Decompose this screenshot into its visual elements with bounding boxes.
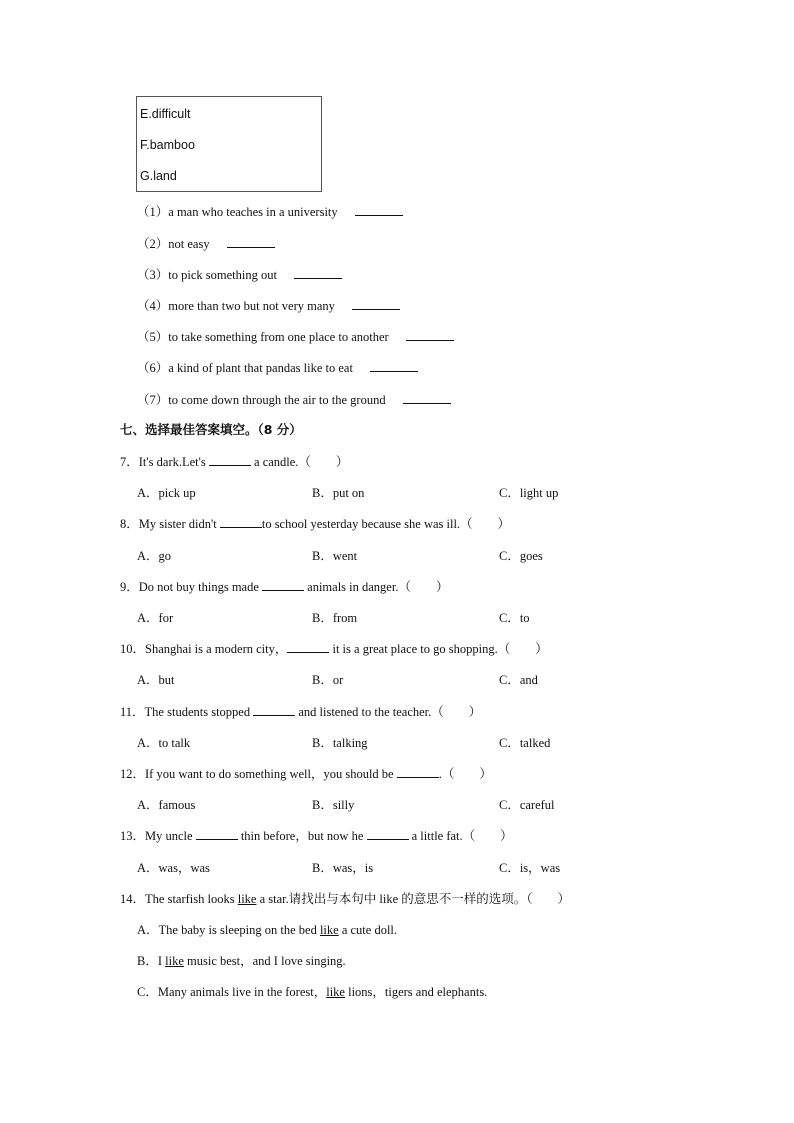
option-c[interactable]: C．is，was xyxy=(499,861,561,875)
option-b[interactable]: B．talking xyxy=(312,736,368,750)
option-c[interactable]: C．talked xyxy=(499,736,551,750)
definition-item: （3）to pick something out xyxy=(137,265,342,283)
option-a[interactable]: A．to talk xyxy=(137,736,191,750)
option-b[interactable]: B．was，is xyxy=(312,861,374,875)
keyword-like: like xyxy=(326,985,345,999)
word-option-e: E.difficult xyxy=(140,107,191,121)
definition-item: （5）to take something from one place to another xyxy=(137,327,454,345)
option-b[interactable]: B．went xyxy=(312,549,358,563)
definition-item: （6）a kind of plant that pandas like to eat xyxy=(137,358,418,376)
answer-blank[interactable] xyxy=(367,829,409,840)
question-13: 13．My uncle thin before，but now he a little fat.（ ） xyxy=(120,829,513,843)
section-heading: 七、选择最佳答案填空。（8 分） xyxy=(120,422,302,437)
answer-blank[interactable] xyxy=(220,517,262,528)
keyword-like: like xyxy=(165,954,184,968)
question-8: 8．My sister didn't to school yesterday because she was ill.（ ） xyxy=(120,517,511,531)
definition-item: （1）a man who teaches in a university xyxy=(137,202,403,220)
option-b[interactable]: B．from xyxy=(312,611,358,625)
question-11: 11．The students stopped and listened to the teacher.（ ） xyxy=(120,705,482,719)
option-b[interactable]: B．or xyxy=(312,673,344,687)
keyword-like: like xyxy=(319,923,339,937)
answer-blank[interactable] xyxy=(209,455,251,466)
option-a[interactable]: A．but xyxy=(137,673,175,687)
answer-blank[interactable] xyxy=(355,205,403,216)
answer-blank[interactable] xyxy=(227,237,275,248)
question-7: 7．It's dark.Let's a candle.（ ） xyxy=(120,455,349,469)
word-option-f: F.bamboo xyxy=(140,138,195,152)
definition-item: （4）more than two but not very many xyxy=(137,296,400,314)
answer-blank[interactable] xyxy=(397,767,439,778)
answer-blank[interactable] xyxy=(403,393,451,404)
answer-blank[interactable] xyxy=(370,361,418,372)
answer-blank[interactable] xyxy=(262,580,304,591)
option-c[interactable]: C．Many animals live in the forest，like lions，tigers and elephants. xyxy=(137,985,488,999)
word-option-g: G.land xyxy=(140,169,177,183)
option-c[interactable]: C．to xyxy=(499,611,530,625)
answer-blank[interactable] xyxy=(352,299,400,310)
option-a[interactable]: A．famous xyxy=(137,798,196,812)
question-14: 14．The starfish looks like a star.请找出与本句中 like 的意思不一样的选项。（ ） xyxy=(120,892,570,906)
question-12: 12．If you want to do something well，you should be .（ ） xyxy=(120,767,492,781)
word-box xyxy=(136,96,322,192)
option-b[interactable]: B．I like music best，and I love singing. xyxy=(137,954,346,968)
option-a[interactable]: A．The baby is sleeping on the bed like a cute doll. xyxy=(137,923,398,937)
option-a[interactable]: A．go xyxy=(137,549,172,563)
option-c[interactable]: C．goes xyxy=(499,549,543,563)
option-c[interactable]: C．careful xyxy=(499,798,555,812)
answer-blank[interactable] xyxy=(253,705,295,716)
option-c[interactable]: C．and xyxy=(499,673,538,687)
option-a[interactable]: A．pick up xyxy=(137,486,196,500)
option-b[interactable]: B．silly xyxy=(312,798,355,812)
answer-blank[interactable] xyxy=(196,829,238,840)
keyword-like: like xyxy=(237,892,257,906)
option-a[interactable]: A．for xyxy=(137,611,174,625)
definition-item: （2）not easy xyxy=(137,234,275,252)
option-a[interactable]: A．was，was xyxy=(137,861,210,875)
question-9: 9．Do not buy things made animals in danger.（ ） xyxy=(120,580,449,594)
answer-blank[interactable] xyxy=(287,642,329,653)
definition-item: （7）to come down through the air to the ground xyxy=(137,390,451,408)
option-b[interactable]: B．put on xyxy=(312,486,365,500)
answer-blank[interactable] xyxy=(294,268,342,279)
question-10: 10．Shanghai is a modern city， it is a great place to go shopping.（ ） xyxy=(120,642,548,656)
option-c[interactable]: C．light up xyxy=(499,486,559,500)
answer-blank[interactable] xyxy=(406,330,454,341)
